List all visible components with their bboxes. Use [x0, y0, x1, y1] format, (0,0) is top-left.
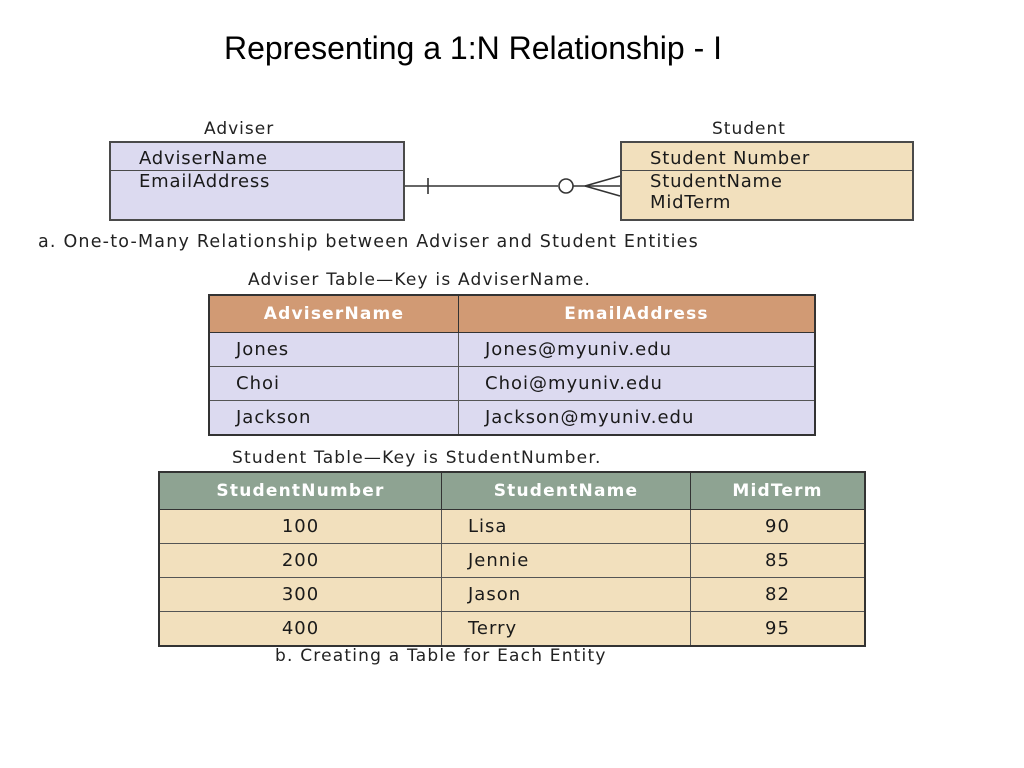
student-table-header: MidTerm [691, 472, 866, 510]
adviser-table-header: AdviserName [209, 295, 459, 333]
student-number-cell: 400 [159, 612, 442, 647]
adviser-email-cell: Jackson@myuniv.edu [459, 401, 816, 436]
table-row [159, 578, 865, 612]
student-midterm-cell: 82 [691, 578, 866, 612]
table-row [159, 544, 865, 578]
adviser-table-caption: Adviser Table—Key is AdviserName. [248, 270, 592, 290]
slide-title: Representing a 1:N Relationship - I [223, 30, 723, 66]
table-row [159, 612, 865, 647]
student-entity-title: Student [712, 119, 786, 139]
student-midterm-cell: 90 [691, 510, 866, 544]
adviser-entity-attribute: EmailAddress [139, 171, 271, 192]
student-number-cell: 300 [159, 578, 442, 612]
student-name-cell: Jennie [442, 544, 691, 578]
student-entity-attribute: MidTerm [650, 192, 732, 213]
student-number-cell: 100 [159, 510, 442, 544]
student-table-header: StudentName [442, 472, 691, 510]
adviser-name-cell: Jones [209, 333, 459, 367]
adviser-name-cell: Jackson [209, 401, 459, 436]
student-table-header: StudentNumber [159, 472, 442, 510]
student-name-cell: Jason [442, 578, 691, 612]
adviser-entity-title: Adviser [204, 119, 275, 139]
student-table [158, 471, 866, 647]
student-entity-key: Student Number [622, 143, 912, 171]
student-name-cell: Lisa [442, 510, 691, 544]
crows-foot-upper [585, 176, 620, 186]
adviser-table [208, 294, 816, 436]
caption-a: a. One-to-Many Relationship between Adviser and Student Entities [38, 232, 699, 252]
table-row [159, 510, 865, 544]
adviser-table-header: EmailAddress [459, 295, 816, 333]
student-name-cell: Terry [442, 612, 691, 647]
adviser-entity-key: AdviserName [111, 143, 403, 171]
table-row [209, 401, 815, 436]
table-row [209, 367, 815, 401]
table-row [209, 333, 815, 367]
student-midterm-cell: 85 [691, 544, 866, 578]
adviser-email-cell: Jones@myuniv.edu [459, 333, 816, 367]
adviser-name-cell: Choi [209, 367, 459, 401]
student-number-cell: 200 [159, 544, 442, 578]
caption-b: b. Creating a Table for Each Entity [275, 646, 607, 666]
student-table-caption: Student Table—Key is StudentNumber. [232, 448, 602, 468]
optional-circle [559, 179, 573, 193]
adviser-email-cell: Choi@myuniv.edu [459, 367, 816, 401]
student-entity-attribute: StudentName [650, 171, 783, 192]
crows-foot-lower [585, 186, 620, 196]
student-midterm-cell: 95 [691, 612, 866, 647]
